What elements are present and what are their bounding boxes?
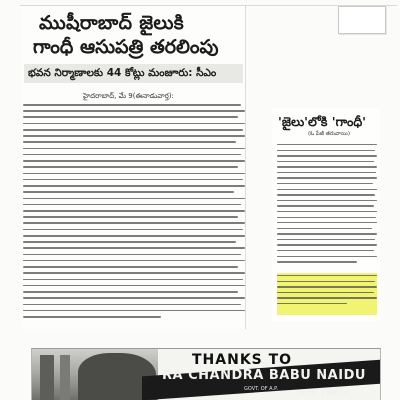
dental-medical-text: DENTAL & MEDICAL — [297, 391, 352, 397]
dateline: హైదరాబాద్, మే 9(ఈనాడువార్త): — [83, 92, 174, 100]
banner-photo — [32, 349, 158, 400]
corner-stamp — [338, 6, 386, 34]
highlighted-passage-text — [277, 275, 377, 308]
article-body-text — [23, 104, 245, 326]
thanks-text: THANKS TO — [192, 352, 293, 368]
headline-line-1: ముషీరాబాద్ జైలుకి — [39, 12, 184, 34]
subheadline: భవన నిర్మాణాలకు 44 కోట్లు మంజూరు: సీఎం — [28, 67, 217, 79]
side-article-body-text — [277, 144, 377, 267]
main-article-clipping — [21, 6, 246, 329]
advertisement-banner — [31, 348, 381, 400]
govt-text: GOVT. OF A.P. — [244, 386, 278, 392]
side-article-byline: (ఓ పేజీ తరువాయి) — [308, 131, 351, 137]
photo-pillar — [40, 355, 54, 400]
headline-line-2: గాంధీ ఆసుపత్రి తరలింపు — [33, 36, 219, 58]
side-article-clipping — [272, 108, 380, 321]
photo-pillar — [60, 355, 70, 400]
side-article-title: 'జైలు'లోకి 'గాంధీ' — [278, 114, 366, 129]
leader-name: RA CHANDRA BABU NAIDU — [162, 368, 366, 383]
